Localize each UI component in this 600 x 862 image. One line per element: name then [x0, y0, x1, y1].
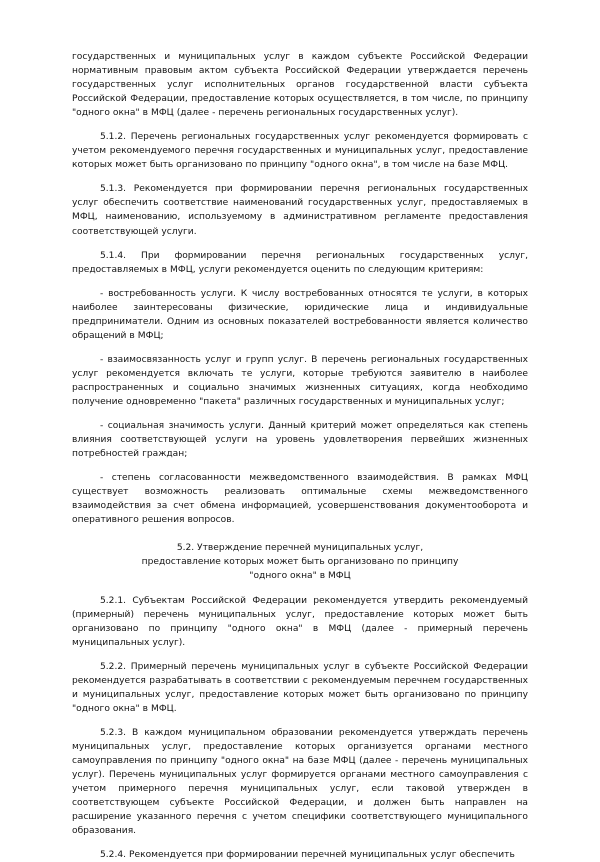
paragraph-5-1-3: 5.1.3. Рекомендуется при формировании перечня региональных государственных услуг обеспечить соответствие наименований государственных услуг, предоставляемых в МФЦ, наименованию, используемому в административном регламенте предоставления соответствующей услуги. [72, 184, 528, 237]
section-heading-5-2 [72, 541, 528, 583]
paragraph-5-1-2: 5.1.2. Перечень региональных государственных услуг рекомендуется формировать с учетом рекомендуемого перечня государственных и муниципальных услуг, предоставление которых может быть организовано по принципу "одного окна", в том числе на базе МФЦ. [72, 132, 528, 171]
paragraph-criterion-social-significance: - социальная значимость услуги. Данный критерий может определяться как степень влияния соответствующей услуги на уровень удовлетворения первейших жизненных потребностей граждан; [72, 421, 528, 460]
paragraph-5-2-4: 5.2.4. Рекомендуется при формировании перечней муниципальных услуг обеспечить [100, 850, 515, 861]
paragraph-criterion-interrelation: - взаимосвязанность услуг и групп услуг. В перечень региональных государственных услуг рекомендуется включать те услуги, которые требуются заявителю в наиболее распространенных и социально значимых жизненных ситуациях, когда необходимо получение одновременно "пакета" различных государственных и муниципальных услуг; [72, 354, 528, 407]
paragraph-continuation-5-1-1: государственных и муниципальных услуг в каждом субъекте Российской Федерации нормативным правовым актом субъекта Российской Федерации утверждается перечень государственных услуг исполнительных органов государственной власти субъекта Российской Федерации, предоставление которых осуществляется, в том числе, по принципу "одного окна" в МФЦ (далее - перечень региональных государственных услуг). [72, 52, 528, 119]
paragraph-criterion-interagency-coordination: - степень согласованности межведомственного взаимодействия. В рамках МФЦ существует возможность реализовать оптимальные схемы межведомственного взаимодействия за счет обмена информацией, усовершенствования документооборота и оперативного решения вопросов. [72, 473, 528, 526]
section-heading-line-3: "одного окна" в МФЦ [249, 571, 351, 582]
section-heading-line-2: предоставление которых может быть организовано по принципу [141, 557, 459, 568]
paragraph-5-2-1: 5.2.1. Субъектам Российской Федерации рекомендуется утвердить рекомендуемый (примерный) перечень муниципальных услуг, предоставление которых может быть организовано по принципу "одного окна" в МФЦ (далее - примерный перечень муниципальных услуг). [72, 595, 528, 648]
document-body [72, 50, 528, 862]
paragraph-5-2-2: 5.2.2. Примерный перечень муниципальных услуг в субъекте Российской Федерации рекомендуется разрабатывать в соответствии с рекомендуемым перечнем государственных и муниципальных услуг, предоставление которых может быть организовано по принципу "одного окна" в МФЦ. [72, 661, 528, 714]
paragraph-5-2-3: 5.2.3. В каждом муниципальном образовании рекомендуется утверждать перечень муниципальных услуг, предоставление которых организуется органами местного самоуправления по принципу "одного окна" на базе МФЦ (далее - перечень муниципальных услуг). Перечень муниципальных услуг формируется органами местного самоуправления с учетом примерного перечня муниципальных услуг, если таковой утвержден в соответствующем субъекте Российской Федерации, и должен быть направлен на расширение указанного перечня с учетом специфики соответствующего муниципального образования. [72, 727, 528, 837]
section-heading-line-1: 5.2. Утверждение перечней муниципальных услуг, [176, 543, 424, 554]
paragraph-criterion-demand: - востребованность услуги. К числу востребованных относятся те услуги, в которых наиболее заинтересованы физические, юридические лица и индивидуальные предприниматели. Одним из основных показателей востребованности является количество обращений в МФЦ; [72, 288, 528, 341]
paragraph-5-1-4: 5.1.4. При формировании перечня региональных государственных услуг, предоставляемых в МФЦ, услуги рекомендуется оценить по следующим критериям: [72, 250, 528, 275]
